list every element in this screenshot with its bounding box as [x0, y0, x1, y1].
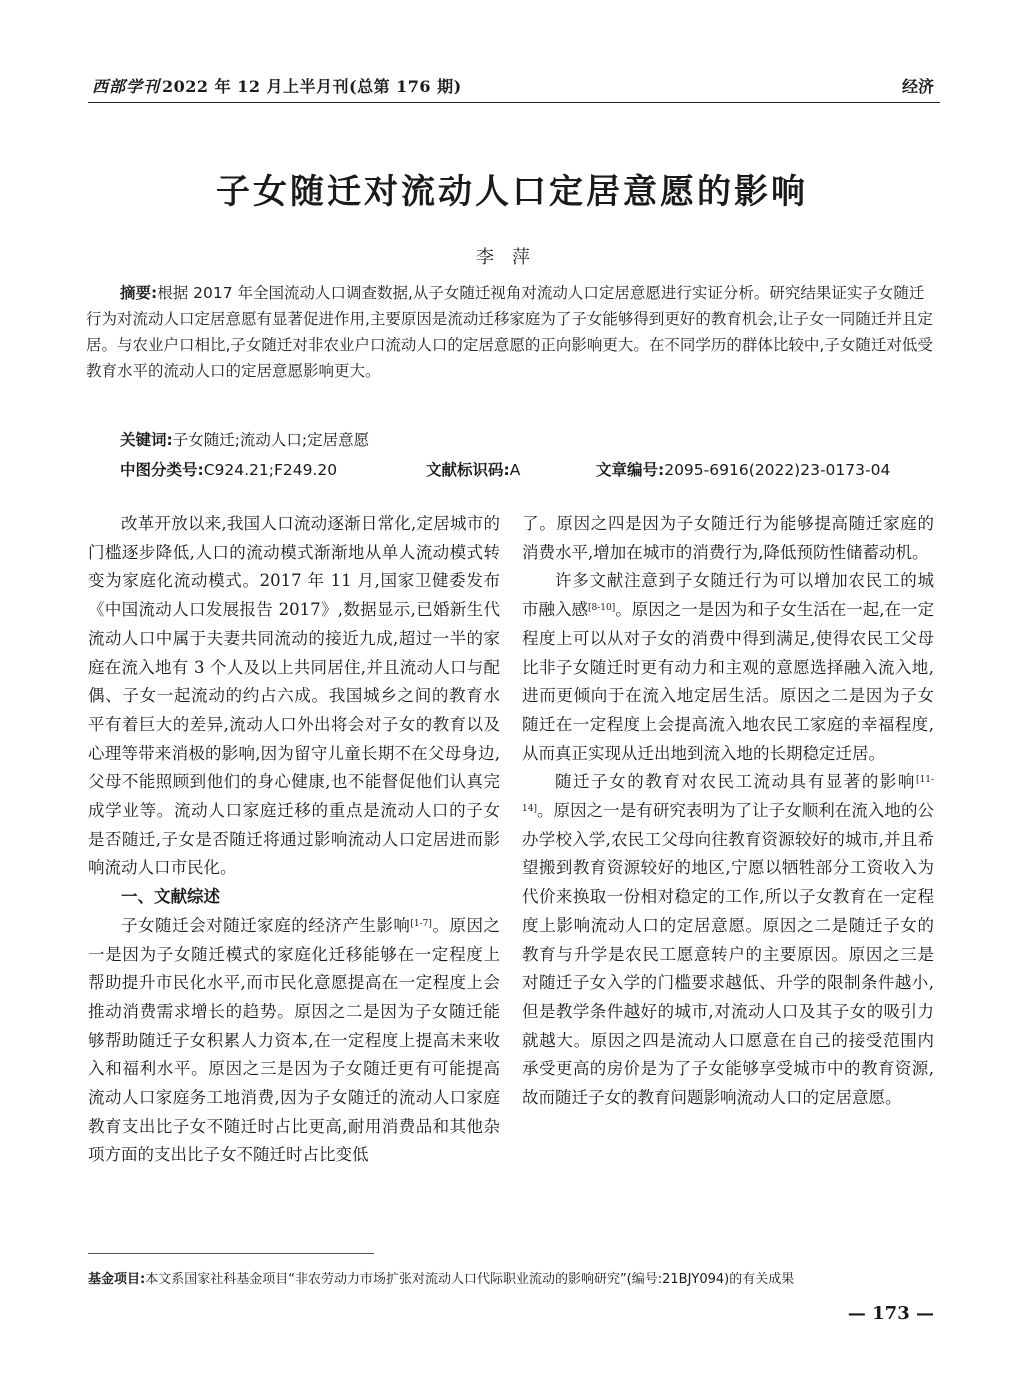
- keywords: [120, 428, 369, 450]
- keywords-label: 关键词:: [120, 431, 173, 449]
- section-heading: 一、文献综述: [121, 887, 220, 907]
- paragraph-continued: 了。原因之四是因为子女随迁行为能够提高随迁家庭的消费水平,增加在城市的消费行为,降低预防性储蓄动机。: [522, 514, 934, 562]
- body-column-left: [88, 510, 500, 1170]
- document-code: 文献标识码:A: [426, 461, 521, 479]
- section-label: 经济: [901, 77, 934, 96]
- paragraph-literature-2: 许多文献注意到子女随迁行为可以增加农民工的城市融入感[8-10]。原因之一是因为和子女生活在一起,在一定程度上可以从对子女的消费中得到满足,使得农民工父母比非子女随迁时更有动力和主观的意愿选择融入流入地,进而更倾向于在流入地定居生活。原因之二是因为子女随迁在一定程度上会提高流入地农民工家庭的幸福程度,从而真正实现从迁出地到流入地的长期稳定迁居。: [522, 571, 934, 763]
- running-header: [92, 74, 938, 102]
- article-title: 子女随迁对流动人口定居意愿的影响: [216, 172, 808, 212]
- paragraph-literature-1: 子女随迁会对随迁家庭的经济产生影响[1-7]。原因之一是因为子女随迁模式的家庭化迁移能够在一定程度上帮助提升市民化水平,而市民化意愿提高在一定程度上会推动消费需求增长的趋势。原因之二是因为子女随迁能够帮助随迁子女积累人力资本,在一定程度上提高未来收入和福利水平。原因之三是因为子女随迁更有可能提高流动人口家庭务工地消费,因为子女随迁的流动人口家庭教育支出比子女不随迁时占比更高,耐用消费品和其他杂项方面的支出比子女不随迁时占比变低: [88, 915, 501, 1165]
- paragraph-intro: 改革开放以来,我国人口流动逐渐日常化,定居城市的门槛逐步降低,人口的流动模式渐渐地从单人流动模式转变为家庭化流动模式。2017 年 11 月,国家卫健委发布《中国流动人口发展报告 2017》,数据显示,已婚新生代流动人口中属于夫妻共同流动的接近九成,超过一半的家庭在流入地有 3 个人及以上共同居住,并且流动人口与配偶、子女一起流动的约占六成。我国城乡之间的教育水平有着巨大的差异,流动人口外出将会对子女的教育以及心理等带来消极的影响,因为留守儿童长期不在父母身边,父母不能照顾到他们的身心健康,也不能督促他们认真完成学业等。流动人口家庭迁移的重点是流动人口的子女是否随迁,子女是否随迁将通过影响流动人口定居进而影响流动人口市民化。: [88, 514, 500, 878]
- abstract: [86, 280, 938, 384]
- citation[interactable]: [8-10]: [588, 603, 616, 614]
- citation[interactable]: [11-14]: [522, 775, 934, 815]
- clc-number: 中图分类号:C924.21;F249.20: [120, 461, 338, 479]
- funding-note: [88, 1268, 948, 1287]
- citation[interactable]: [1-7]: [410, 918, 432, 929]
- journal-issue: [92, 74, 462, 97]
- funding-text: 本文系国家社科基金项目“非农劳动力市场扩张对流动人口代际职业流动的影响研究”(编号:21BJY094)的有关成果: [145, 1272, 795, 1287]
- body-column-right: [522, 510, 934, 1113]
- article-number: 文章编号:2095-6916(2022)23-0173-04: [596, 461, 891, 479]
- abstract-text: 根据 2017 年全国流动人口调查数据,从子女随迁视角对流动人口定居意愿进行实证分析。研究结果证实子女随迁行为对流动人口定居意愿有显著促进作用,主要原因是流动迁移家庭为了子女能够得到更好的教育机会,让子女一同随迁并且定居。与农业户口相比,子女随迁对非农业户口流动人口的定居意愿的正向影响更大。在不同学历的群体比较中,子女随迁对低受教育水平的流动人口的定居意愿影响更大。: [86, 284, 933, 380]
- abstract-label: 摘要:: [120, 284, 158, 302]
- keywords-text: 子女随迁;流动人口;定居意愿: [172, 431, 370, 449]
- page-number: — 173 —: [847, 1303, 934, 1324]
- paragraph-literature-3: 随迁子女的教育对农民工流动具有显著的影响[11-14]。原因之一是有研究表明为了让子女顺利在流入地的公办学校入学,农民工父母向往教育资源较好的城市,并且希望搬到教育资源较好的地区,宁愿以牺牲部分工资收入为代价来换取一份相对稳定的工作,所以子女教育在一定程度上影响流动人口的定居意愿。原因之二是随迁子女的教育与升学是农民工愿意转户的主要原因。原因之三是对随迁子女入学的门槛要求越低、升学的限制条件越小,但是教学条件越好的城市,对流动人口及其子女的吸引力就越大。原因之四是流动人口愿意在自己的接受范围内承受更高的房价是为了子女能够享受城市中的教育资源,故而随迁子女的教育问题影响流动人口的定居意愿。: [522, 772, 934, 1108]
- footnote-rule: [88, 1253, 374, 1254]
- funding-label: 基金项目:: [88, 1272, 146, 1287]
- journal-logo: 西部学刊: [92, 77, 161, 96]
- issue-info: 2022 年 12 月上半月刊(总第 176 期): [162, 77, 462, 96]
- author-name: 李萍: [476, 247, 548, 268]
- header-rule: [88, 102, 940, 103]
